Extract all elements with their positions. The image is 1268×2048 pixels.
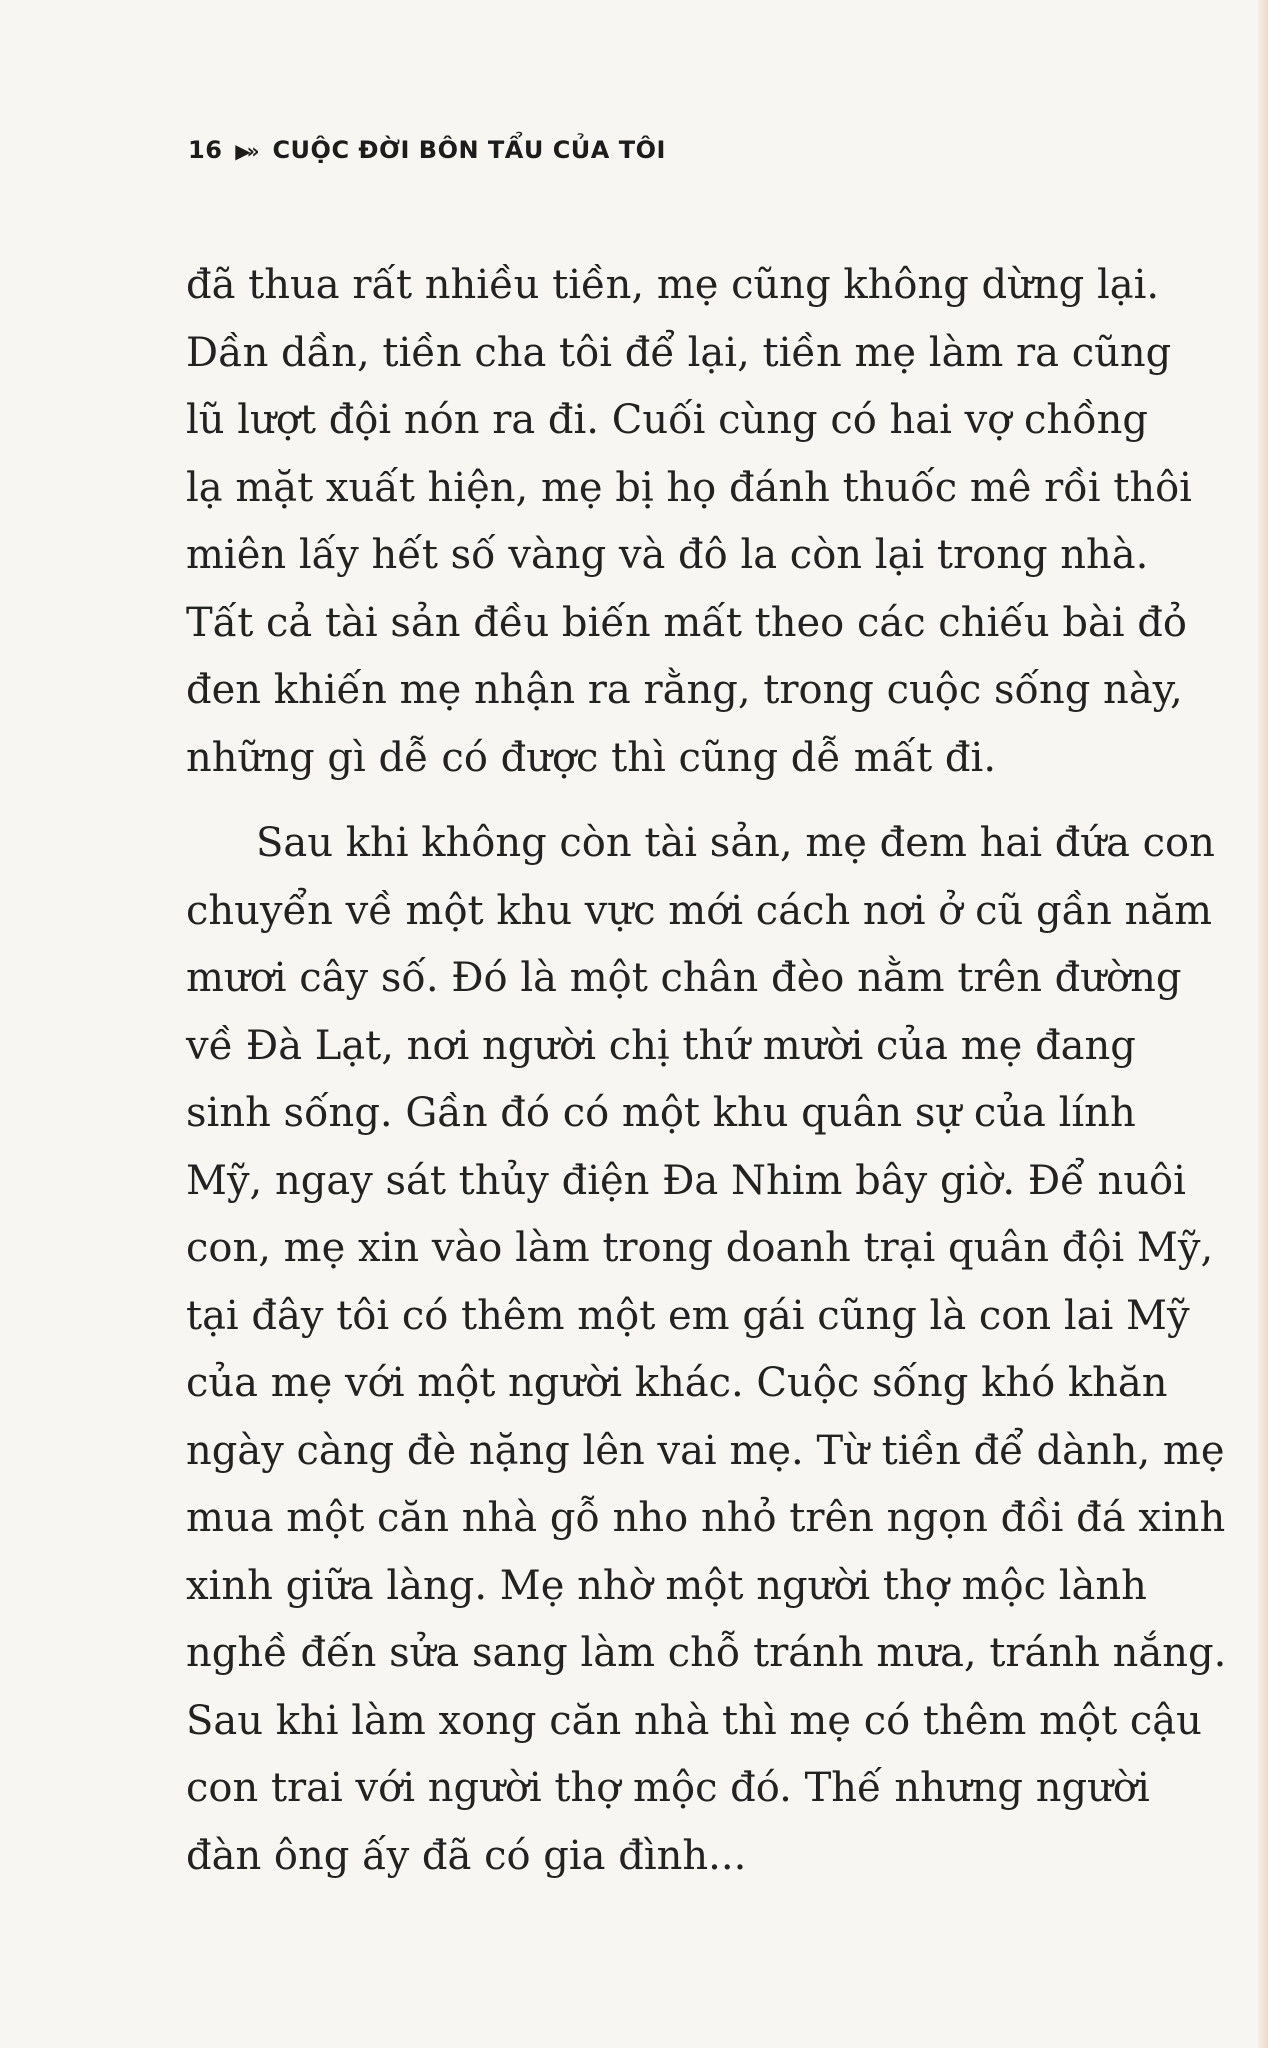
text-line: lạ mặt xuất hiện, mẹ bị họ đánh thuốc mê rồi thôi [186, 464, 1192, 511]
paragraph-2 [186, 810, 1227, 1890]
text-line: chuyển về một khu vực mới cách nơi ở cũ gần năm [186, 887, 1213, 934]
paragraph-1 [186, 252, 1192, 792]
page-edge [1258, 0, 1268, 2048]
double-chevron-right-icon: ▶» [235, 139, 256, 163]
text-line: lũ lượt đội nón ra đi. Cuối cùng có hai vợ chồng [186, 397, 1149, 443]
text-line: tại đây tôi có thêm một em gái cũng là con lai Mỹ [186, 1292, 1190, 1339]
text-line: con trai với người thợ mộc đó. Thế nhưng người [186, 1765, 1150, 1811]
text-line: miên lấy hết số vàng và đô la còn lại trong nhà. [186, 532, 1149, 578]
text-line: nghề đến sửa sang làm chỗ tránh mưa, tránh nắng. [186, 1630, 1227, 1676]
text-line: những gì dễ có được thì cũng dễ mất đi. [186, 734, 997, 781]
text-line: sinh sống. Gần đó có một khu quân sự của lính [186, 1090, 1136, 1136]
paragraph-gap [186, 792, 1186, 810]
text-line: Tất cả tài sản đều biến mất theo các chiếu bài đỏ [186, 599, 1187, 646]
text-line: đã thua rất nhiều tiền, mẹ cũng không dừng lại. [186, 262, 1160, 308]
text-line: con, mẹ xin vào làm trong doanh trại quân đội Mỹ, [186, 1225, 1214, 1271]
running-header [188, 136, 666, 164]
page-number: 16 [188, 136, 223, 164]
text-line: Sau khi làm xong căn nhà thì mẹ có thêm một cậu [186, 1697, 1202, 1744]
text-line: đàn ông ấy đã có gia đình... [186, 1832, 747, 1879]
text-line: về Đà Lạt, nơi người chị thứ mười của mẹ đang [186, 1022, 1136, 1069]
text-line: Sau khi không còn tài sản, mẹ đem hai đứa con [256, 820, 1215, 866]
body-text [186, 252, 1227, 1890]
text-line: của mẹ với một người khác. Cuộc sống khó khăn [186, 1360, 1168, 1406]
text-line: Mỹ, ngay sát thủy điện Đa Nhim bây giờ. Để nuôi [186, 1157, 1186, 1204]
text-line: mươi cây số. Đó là một chân đèo nằm trên đường [186, 955, 1182, 1001]
book-title: CUỘC ĐỜI BÔN TẨU CỦA TÔI [272, 136, 666, 164]
text-line: mua một căn nhà gỗ nho nhỏ trên ngọn đồi đá xinh [186, 1495, 1226, 1541]
text-line: Dần dần, tiền cha tôi để lại, tiền mẹ làm ra cũng [186, 329, 1172, 376]
text-line: đen khiến mẹ nhận ra rằng, trong cuộc sống này, [186, 667, 1183, 713]
text-line: ngày càng đè nặng lên vai mẹ. Từ tiền để dành, mẹ [186, 1427, 1225, 1474]
text-line: xinh giữa làng. Mẹ nhờ một người thợ mộc lành [186, 1562, 1147, 1609]
